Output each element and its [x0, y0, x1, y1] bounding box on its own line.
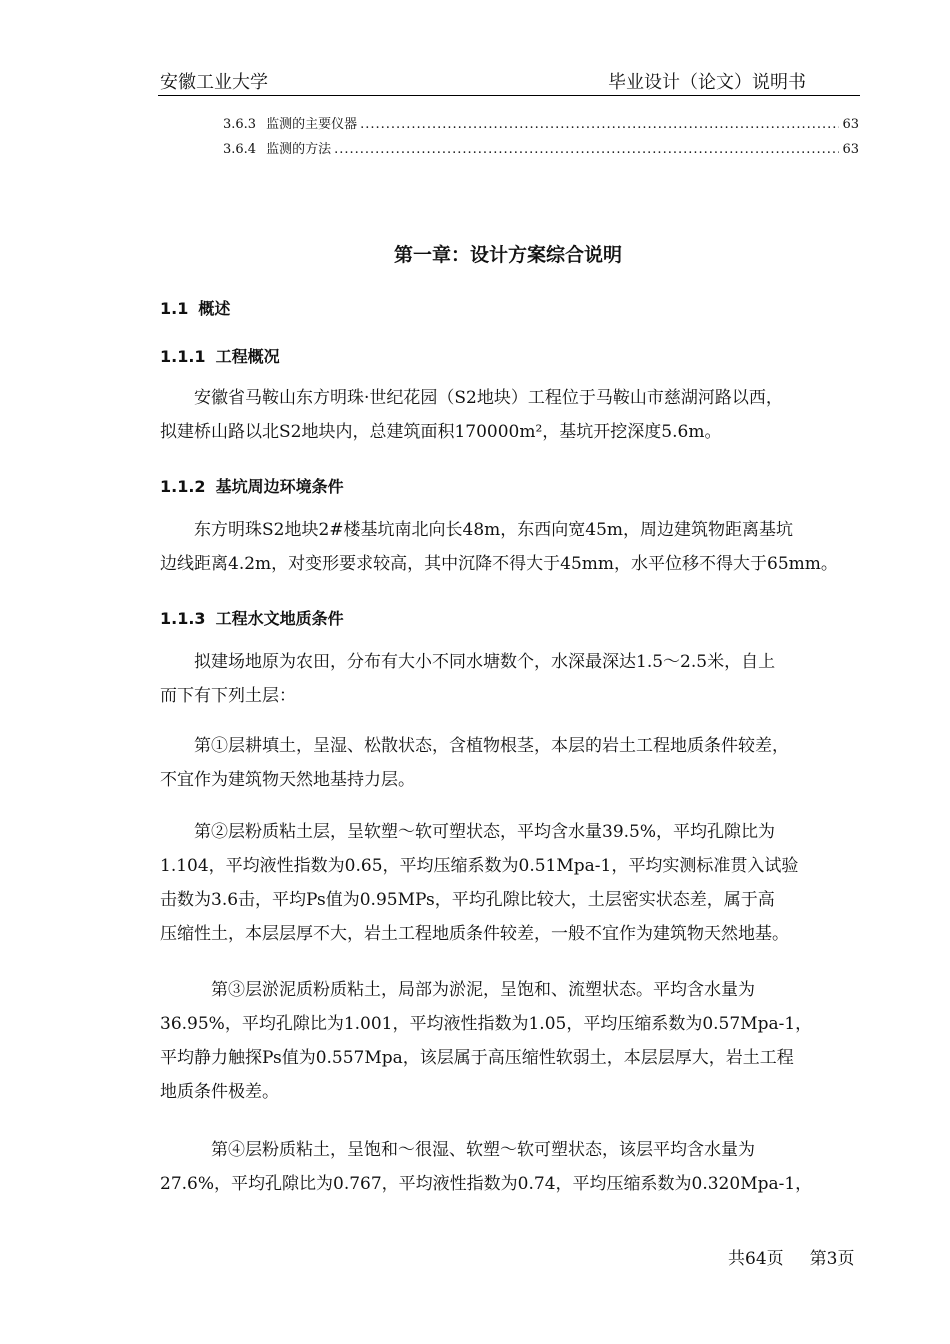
section-title: 工程水文地质条件	[215, 609, 344, 628]
paragraph-line: 不宜作为建筑物天然地基持力层。	[160, 770, 415, 790]
toc-leader-dots	[334, 142, 839, 157]
subsection-heading	[160, 474, 344, 497]
paragraph-line: 边线距离4.2m，对变形要求较高，其中沉降不得大于45mm，水平位移不得大于65mm。	[160, 554, 838, 574]
paragraph-line: 平均静力触探Ps值为0.557Mpa，该层属于高压缩性软弱土，本层层厚大，岩土工程	[160, 1048, 794, 1068]
paragraph-line: 第③层淤泥质粉质粘土，局部为淤泥，呈饱和、流塑状态。平均含水量为	[160, 980, 755, 1000]
paragraph-line: 36.95%，平均孔隙比为1.001，平均液性指数为1.05，平均压缩系数为0.57Mpa-1，	[160, 1014, 813, 1034]
toc-entry-page: 63	[842, 142, 859, 157]
paragraph-line: 第②层粉质粘土层，呈软塑～软可塑状态，平均含水量39.5%，平均孔隙比为	[160, 822, 776, 842]
paragraph-line: 安徽省马鞍山东方明珠·世纪花园（S2地块）工程位于马鞍山市慈湖河路以西，	[160, 388, 783, 408]
section-number: 1.1	[160, 299, 189, 318]
paragraph-layer-1	[160, 729, 860, 797]
paragraph-line: 压缩性土，本层层厚不大，岩土工程地质条件较差，一般不宜作为建筑物天然地基。	[160, 924, 789, 944]
section-title: 工程概况	[215, 347, 280, 366]
paragraph-line: 第①层耕填土，呈湿、松散状态，含植物根茎，本层的岩土工程地质条件较差，	[160, 736, 789, 756]
paragraph-layer-3	[160, 973, 860, 1109]
toc-entry[interactable]	[223, 138, 859, 157]
toc-entry-title: 监测的主要仪器	[266, 117, 358, 132]
section-heading	[160, 296, 230, 319]
section-number: 1.1.3	[160, 609, 206, 628]
paragraph-layer-2	[160, 815, 860, 951]
subsection-heading	[160, 344, 280, 367]
section-number: 1.1.1	[160, 347, 206, 366]
paragraph-line: 1.104，平均液性指数为0.65，平均压缩系数为0.51Mpa-1，平均实测标准贯入试验	[160, 856, 799, 876]
header-doc-title: 毕业设计（论文）说明书	[608, 72, 806, 93]
paragraph-line: 第④层粉质粘土，呈饱和～很湿、软塑～软可塑状态，该层平均含水量为	[160, 1140, 755, 1160]
header-university: 安徽工业大学	[160, 72, 268, 93]
paragraph-surroundings	[160, 513, 860, 581]
paragraph-line: 地质条件极差。	[160, 1082, 279, 1102]
toc-entry-number: 3.6.4	[223, 142, 257, 157]
paragraph-line: 27.6%，平均孔隙比为0.767，平均液性指数为0.74，平均压缩系数为0.320Mpa-1，	[160, 1174, 813, 1194]
paragraph-line: 东方明珠S2地块2#楼基坑南北向长48m，东西向宽45m，周边建筑物距离基坑	[160, 520, 794, 540]
paragraph-layer-4	[160, 1133, 860, 1201]
section-number: 1.1.2	[160, 477, 206, 496]
page-header	[160, 68, 860, 96]
toc-entry-page: 63	[842, 117, 859, 132]
page-current: 第3页	[809, 1249, 855, 1269]
section-title: 基坑周边环境条件	[215, 477, 344, 496]
toc-entry-title: 监测的方法	[266, 142, 332, 157]
header-divider	[158, 95, 860, 96]
paragraph-line: 拟建场地原为农田，分布有大小不同水塘数个，水深最深达1.5～2.5米，自上	[160, 652, 776, 672]
toc-entry[interactable]	[223, 113, 859, 132]
paragraph-line: 击数为3.6击，平均Ps值为0.95MPs，平均孔隙比较大，土层密实状态差，属于高	[160, 890, 775, 910]
page-total: 共64页	[728, 1249, 784, 1269]
paragraph-line: 而下有下列土层：	[160, 686, 296, 706]
paragraph-site-intro	[160, 645, 860, 713]
toc-entry-number: 3.6.3	[223, 117, 257, 132]
section-title: 概述	[198, 299, 231, 318]
paragraph-line: 拟建桥山路以北S2地块内，总建筑面积170000m²，基坑开挖深度5.6m。	[160, 422, 722, 442]
page-footer	[728, 1244, 854, 1269]
toc-leader-dots	[360, 117, 839, 132]
chapter-title: 第一章：设计方案综合说明	[393, 244, 622, 266]
subsection-heading	[160, 606, 344, 629]
paragraph-project-overview	[160, 381, 860, 449]
